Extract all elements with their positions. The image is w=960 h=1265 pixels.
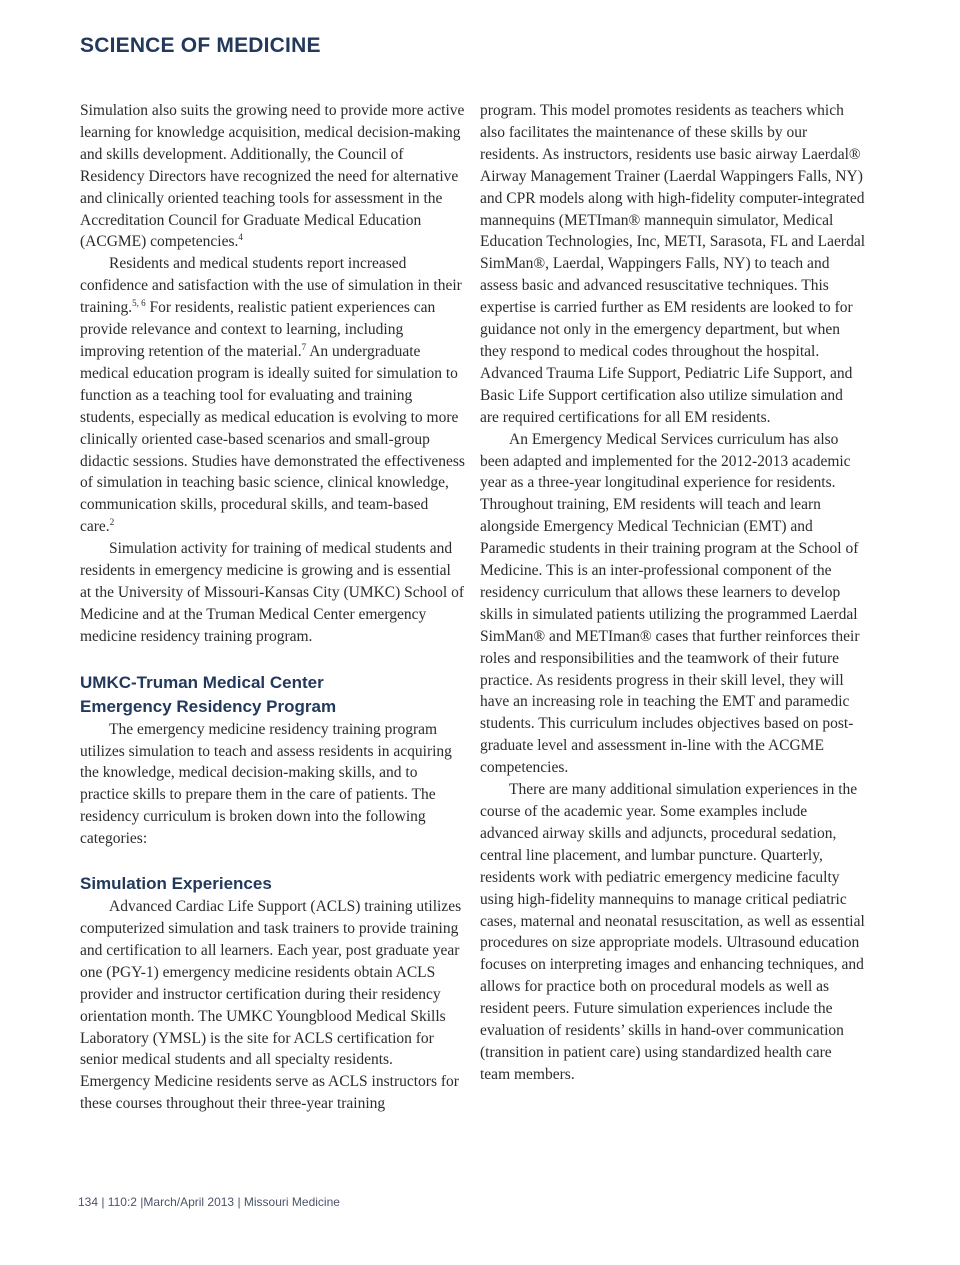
paragraph: Advanced Cardiac Life Support (ACLS) training utilizes computerized simulation and task trainers to provide training and certification to all learners. Each year, post graduate year one (PGY-1) emergency medicine residents obtain ACLS provider and instructor certification during their residency orientation month. The UMKC Youngblood Medical Skills Laboratory (YMSL) is the site for ACLS certification for senior medical students and all specialty residents. Emergency Medicine residents serve as ACLS instructors for these courses throughout their three-year training bbox=[80, 898, 462, 1113]
paragraph: There are many additional simulation experiences in the course of the academic year. Some examples include advanced airway skills and adjuncts, procedural sedation, central line placement, and lumbar puncture. Quarterly, residents work with pediatric emergency medicine faculty using high-fidelity mannequins to manage critical pediatric cases, maternal and neonatal resuscitation, as well as essential procedures on size appropriate models. Ultrasound education focuses on interpreting images and enhancing techniques, and allows for practice both on procedural models as well as resident peers. Future simulation experiences include the evaluation of residents’ skills in hand-over communication (transition in patient care) using standardized health care team members. bbox=[480, 781, 865, 1083]
left-column bbox=[80, 100, 465, 1115]
paragraph: The emergency medicine residency training program utilizes simulation to teach and assess residents in acquiring the knowledge, medical decision-making skills, and to practice skills to prepare them in the care of patients. The residency curriculum is broken down into the following categories: bbox=[80, 720, 452, 848]
page-footer: 134 | 110:2 |March/April 2013 | Missouri Medicine bbox=[78, 1195, 340, 1209]
section-heading: UMKC-Truman Medical Center Emergency Residency Program bbox=[80, 672, 337, 716]
reference-marker: 2 bbox=[109, 517, 115, 528]
paragraph: An Emergency Medical Services curriculum has also been adapted and implemented for the 2012-2013 academic year as a three-year longitudinal experience for residents. Throughout training, EM residents will teach and learn alongside Emergency Medical Technician (EMT) and Paramedic students in their training program at the School of Medicine. This is an inter-professional component of the residency curriculum that allows these learners to develop skills in simulated patients utilizing the programmed Laerdal SimMan® and METIman® cases that further reinforces their roles and responsibilities and the teamwork of their future practice. As residents progress in their skill level, they will have an increasing role in teaching the EMT and paramedic students. This curriculum includes objectives based on post-graduate level and assessment in-line with the ACGME competencies. bbox=[480, 430, 860, 777]
reference-marker: 5, 6 bbox=[132, 298, 146, 309]
reference-marker: 7 bbox=[301, 341, 307, 352]
right-column bbox=[480, 100, 865, 1086]
reference-marker: 4 bbox=[238, 232, 243, 243]
paragraph: Residents and medical students report increased confidence and satisfaction with the use of simulation in their training.$^{5, 6}$ For residents, realistic patient experiences can provide relevance and context to learning, including improving retention of the material.$^7$ An undergraduate medical education program is ideally suited for simulation to function as a teaching tool for evaluating and training students, especially as medical education is evolving to more clinically oriented case-based scenarios and small-group didactic sessions. Studies have demonstrated the effectiveness of simulation in teaching basic science, clinical knowledge, communication skills, procedural skills, and team-based care.$^2$ bbox=[80, 255, 465, 536]
section-heading: Simulation Experiences bbox=[80, 874, 272, 894]
paragraph: Simulation activity for training of medical students and residents in emergency medicine is growing and is essential at the University of Missouri-Kansas City (UMKC) School of Medicine and at the Truman Medical Center emergency medicine residency training program. bbox=[80, 540, 465, 645]
paragraph: program. This model promotes residents as teachers which also facilitates the maintenance of these skills by our residents. As instructors, residents use basic airway Laerdal® Airway Management Trainer (Laerdal Wappingers Falls, NY) and CPR models along with high-fidelity computer-integrated mannequins (METIman® mannequin simulator, Medical Education Technologies, Inc, METI, Sarasota, FL and Laerdal SimMan®, Laerdal, Wappingers Falls, NY) to teach and assess basic and advanced resuscitative techniques. This expertise is carried further as EM residents are looked to for guidance not only in the emergency department, but when they respond to medical codes throughout the hospital. Advanced Trauma Life Support, Pediatric Life Support, and Basic Life Support certification also utilize simulation and are required certifications for all EM residents. bbox=[480, 102, 866, 426]
paragraph: Simulation also suits the growing need to provide more active learning for knowledge acquisition, medical decision-making and skills development. Additionally, the Council of Residency Directors have recognized the need for alternative and clinically oriented teaching tools for assessment in the Accreditation Council for Graduate Medical Education (ACGME) competencies.$^4$ bbox=[80, 102, 465, 251]
section-label: SCIENCE OF MEDICINE bbox=[80, 34, 321, 57]
